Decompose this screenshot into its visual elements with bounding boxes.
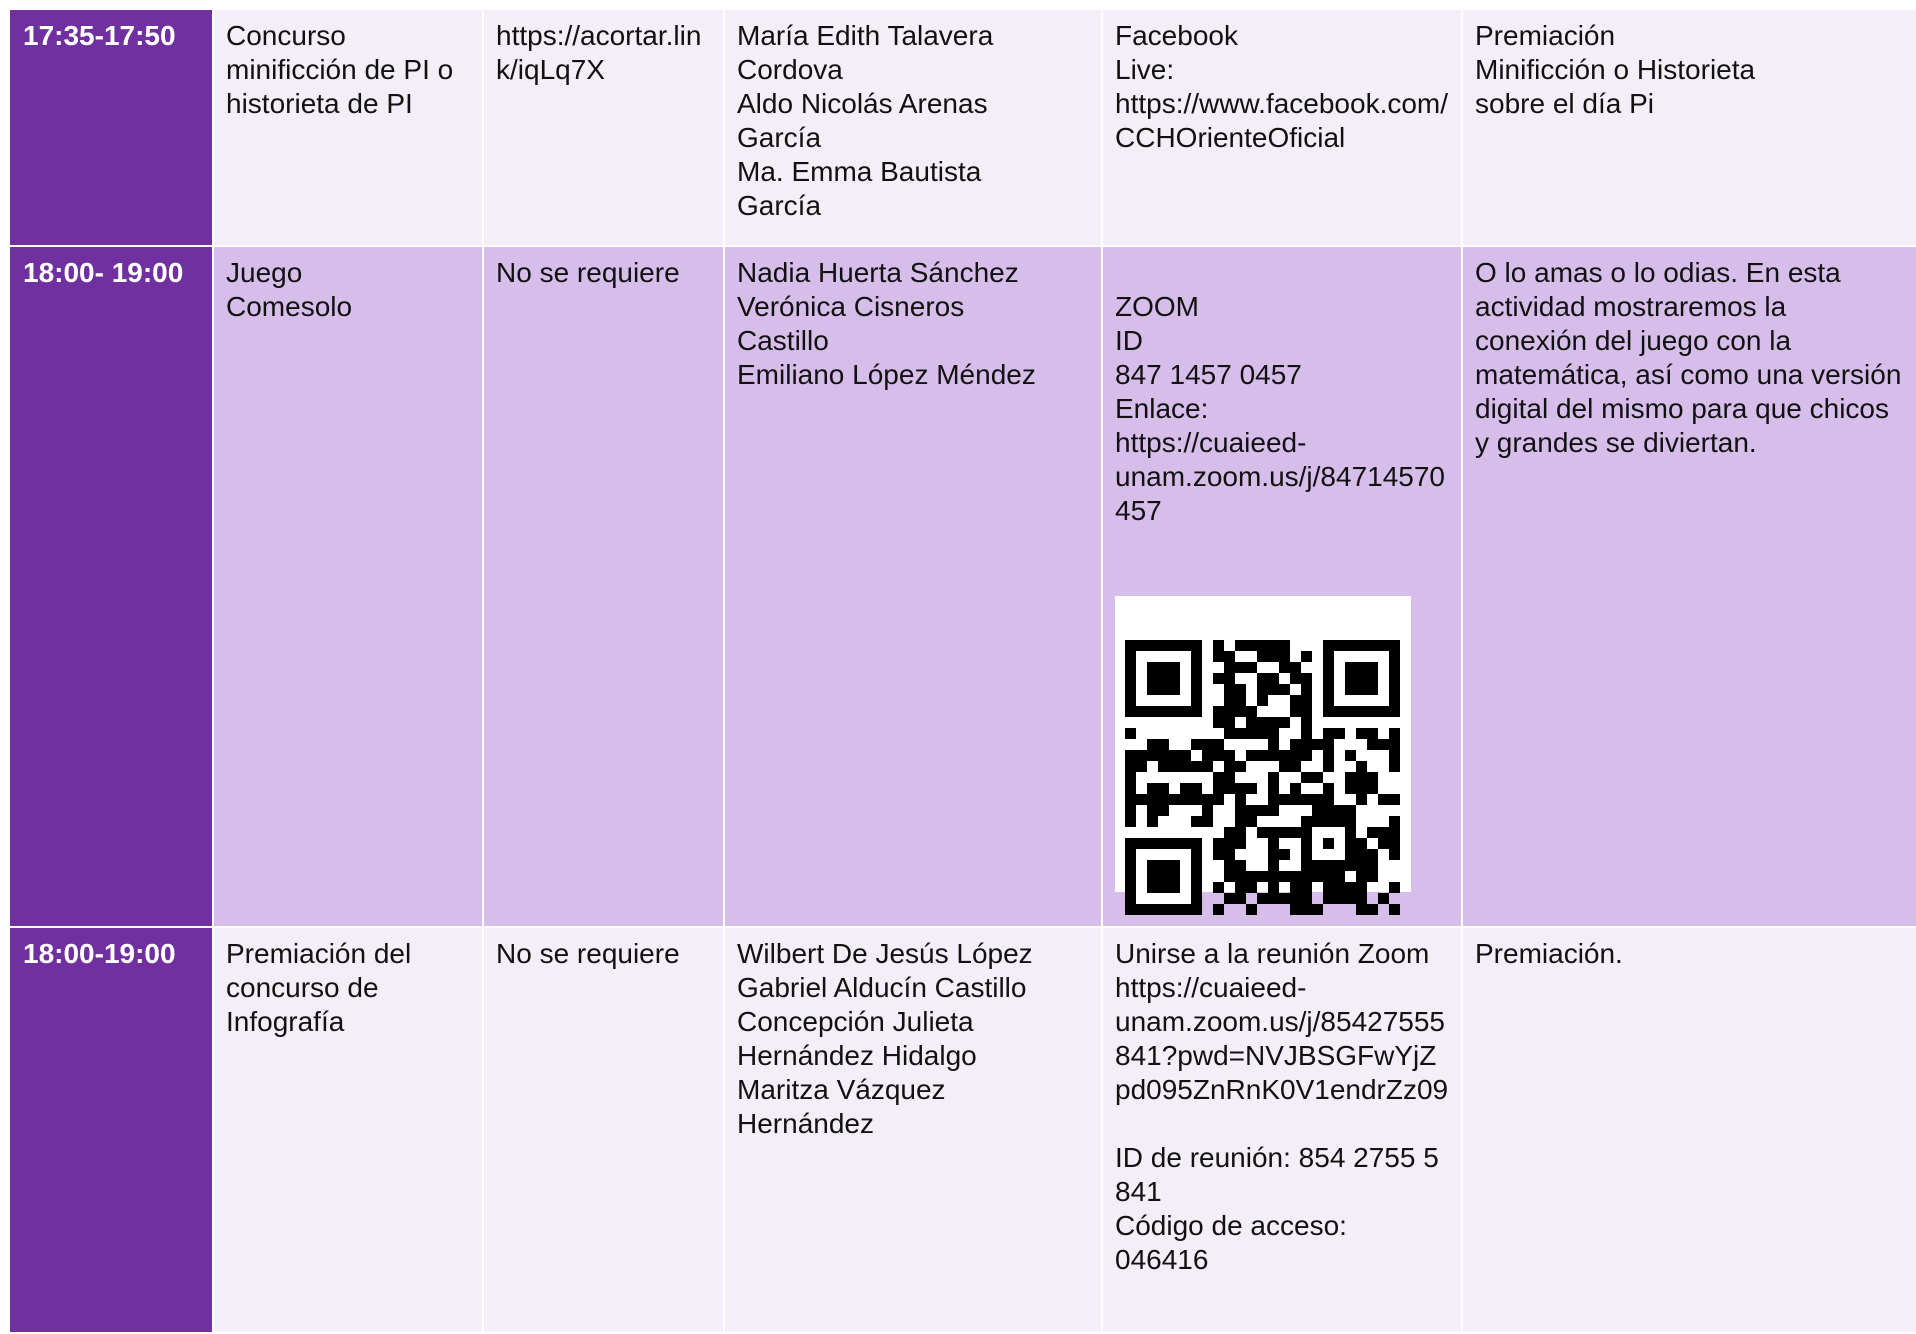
registration-cell: No se requiere (483, 927, 724, 1333)
table-row (10, 10, 1916, 246)
presenters-cell: Nadia Huerta Sánchez Verónica Cisneros Castillo Emiliano López Méndez (724, 246, 1102, 927)
time-cell: 17:35-17:50 (10, 10, 213, 246)
zoom-details[interactable]: ZOOM ID 847 1457 0457 Enlace: https://cuaieed- unam.zoom.us/j/84714570457 (1115, 291, 1445, 526)
table-row (10, 927, 1916, 1333)
schedule-table (10, 10, 1916, 1334)
description-cell: Premiación. (1462, 927, 1916, 1333)
activity-cell: Concurso minificción de PI o historieta de PI (213, 10, 483, 246)
description-cell: O lo amas o lo odias. En esta actividad mostraremos la conexión del juego con la matemática, así como una versión digital del mismo para que chicos y grandes se diviertan. (1462, 246, 1916, 927)
platform-cell (1102, 246, 1462, 927)
activity-cell: Premiación del concurso de Infografía (213, 927, 483, 1333)
time-cell: 18:00- 19:00 (10, 246, 213, 927)
table-row (10, 246, 1916, 927)
registration-cell: No se requiere (483, 246, 724, 927)
qr-code-graphic (1115, 630, 1411, 926)
presenters-cell: Wilbert De Jesús López Gabriel Alducín Castillo Concepción Julieta Hernández Hidalgo Maritza Vázquez Hernández (724, 927, 1102, 1333)
presenters-cell: María Edith Talavera Cordova Aldo Nicolás Arenas García Ma. Emma Bautista García (724, 10, 1102, 246)
platform-cell[interactable]: Facebook Live: https://www.facebook.com/ CCHOrienteOficial (1102, 10, 1462, 246)
time-cell: 18:00-19:00 (10, 927, 213, 1333)
activity-cell: Juego Comesolo (213, 246, 483, 927)
platform-cell[interactable]: Unirse a la reunión Zoom https://cuaieed- unam.zoom.us/j/85427555841?pwd=NVJBSGFwYjZpd095ZnRnK0V1endrZz09 ID de reunión: 854 2755 5841 Código de acceso: 046416 (1102, 927, 1462, 1333)
qr-code-icon[interactable] (1115, 596, 1411, 892)
description-cell: Premiación Minificción o Historieta sobre el día Pi (1462, 10, 1916, 246)
registration-link[interactable]: https://acortar.link/iqLq7X (483, 10, 724, 246)
